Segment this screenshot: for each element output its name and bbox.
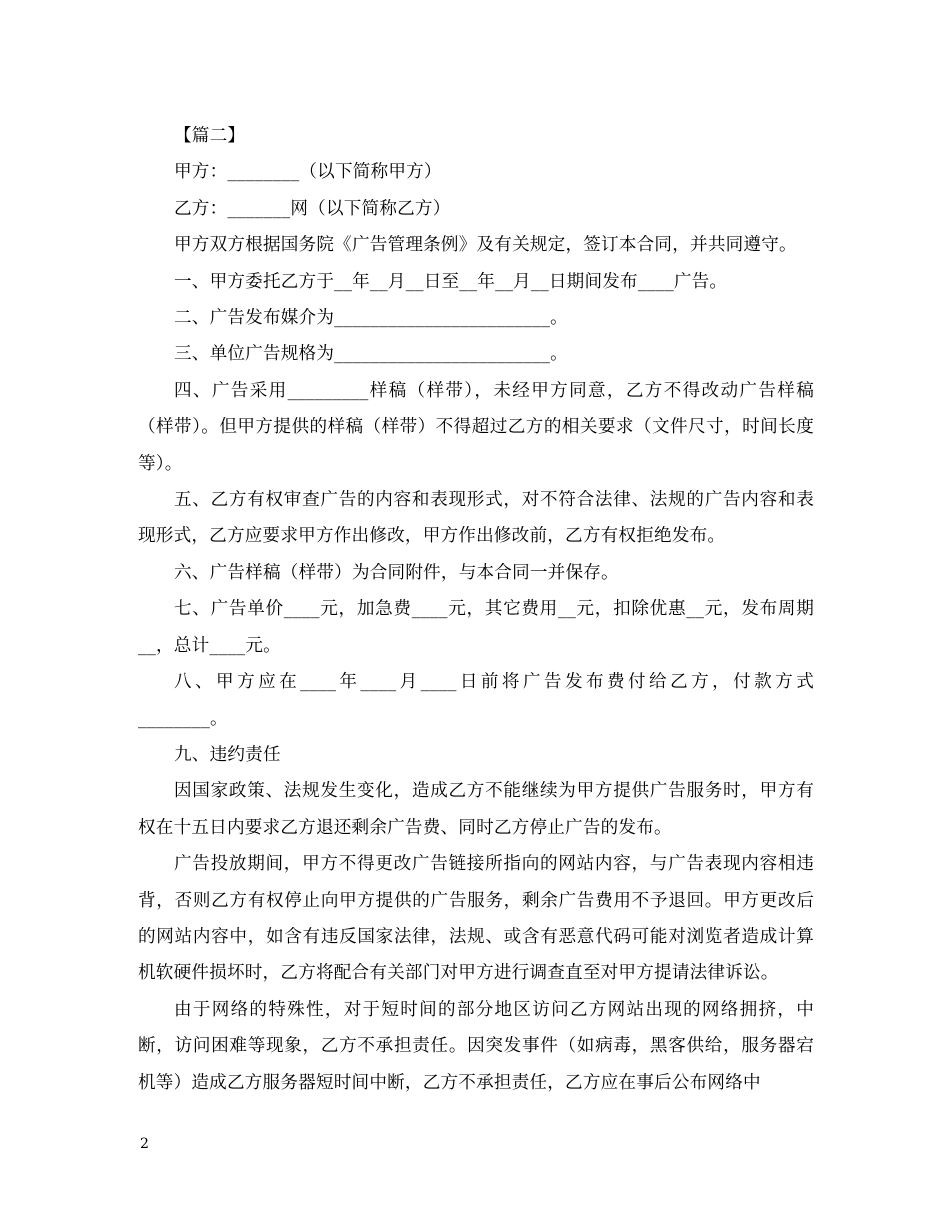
clause-5: 五、乙方有权审查广告的内容和表现形式，对不符合法律、法规的广告内容和表现形式，乙方应要求甲方作出修改，甲方作出修改前，乙方有权拒绝发布。	[138, 490, 814, 547]
clause-8: 八、甲方应在____年____月____日前将广告发布费付给乙方，付款方式________。	[138, 672, 814, 729]
section-heading: 【篇二】	[174, 126, 246, 146]
clause-3: 三、单位广告规格为________________________。	[174, 344, 568, 365]
clause-6: 六、广告样稿（样带）为合同附件，与本合同一并保存。	[174, 562, 619, 583]
clause-1: 一、甲方委托乙方于__年__月__日至__年__月__日期间发布____广告。	[174, 271, 728, 292]
preamble-paragraph: 甲方双方根据国务院《广告管理条例》及有关规定，签订本合同，并共同遵守。	[174, 235, 797, 256]
clause-9-heading: 九、违约责任	[174, 744, 281, 765]
document-body	[138, 118, 814, 1101]
clause-4: 四、广告采用_________样稿（样带），未经甲方同意，乙方不得改动广告样稿（样带）。但甲方提供的样稿（样带）不得超过乙方的相关要求（文件尺寸，时间长度等）。	[138, 380, 814, 474]
clause-7: 七、广告单价____元，加急费____元，其它费用__元，扣除优惠__元，发布周期__，总计____元。	[138, 599, 814, 656]
liability-paragraph-3: 由于网络的特殊性，对于短时间的部分地区访问乙方网站出现的网络拥挤，中断，访问困难等现象，乙方不承担责任。因突发事件（如病毒，黑客供给，服务器宕机等）造成乙方服务器短时间中断，乙方不承担责任，乙方应在事后公布网络中	[138, 999, 814, 1093]
party-b-line: 乙方：_______网（以下简称乙方）	[174, 198, 451, 219]
page-number: 2	[140, 1136, 149, 1152]
party-a-line: 甲方：________（以下简称甲方）	[174, 162, 442, 183]
liability-paragraph-1: 因国家政策、法规发生变化，造成乙方不能继续为甲方提供广告服务时，甲方有权在十五日内要求乙方退还剩余广告费、同时乙方停止广告的发布。	[138, 781, 814, 838]
liability-paragraph-2: 广告投放期间，甲方不得更改广告链接所指向的网站内容，与广告表现内容相违背，否则乙方有权停止向甲方提供的广告服务，剩余广告费用不予退回。甲方更改后的网站内容中，如含有违反国家法律，法规、或含有恶意代码可能对浏览者造成计算机软硬件损坏时，乙方将配合有关部门对甲方进行调查直至对甲方提请法律诉讼。	[138, 854, 814, 984]
clause-2: 二、广告发布媒介为________________________。	[174, 308, 568, 329]
